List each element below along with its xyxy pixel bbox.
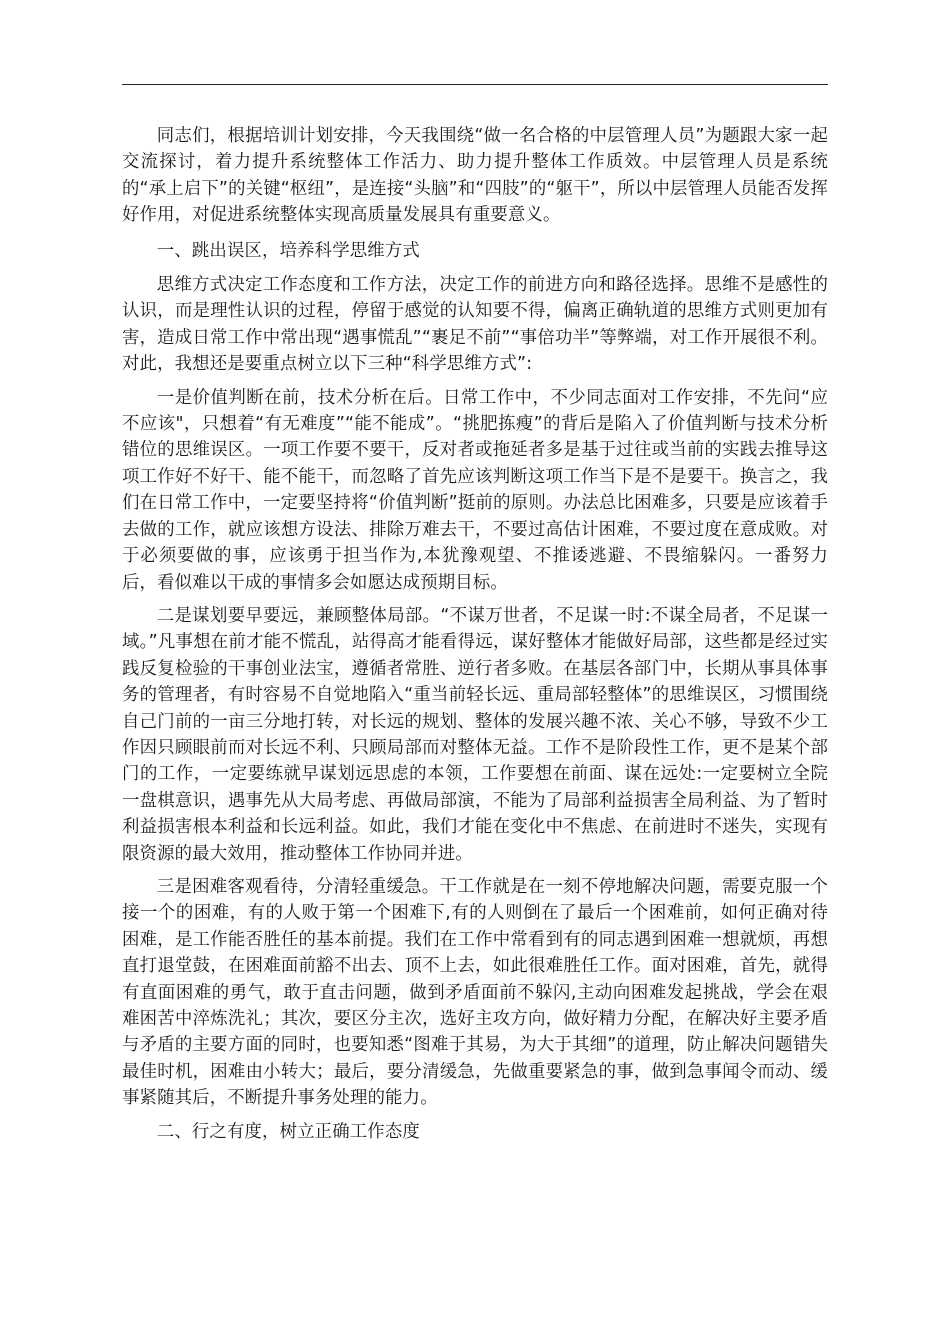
- point-2-paragraph: 二是谋划要早要远，兼顾整体局部。“不谋万世者，不足谋一时:不谋全局者，不足谋一域。”凡事想在前才能不慌乱，站得高才能看得远，谋好整体才能做好局部，这些都是经过实践反复检验的干事创业法宝，遵循者常胜、逆行者多败。在基层各部门中，长期从事具体事务的管理者，有时容易不自觉地陷入“重当前轻长远、重局部轻整体”的思维误区，习惯围绕自己门前的一亩三分地打转，对长远的规划、整体的发展兴趣不浓、关心不够，导致不少工作因只顾眼前而对长远不利、只顾局部而对整体无益。工作不是阶段性工作，更不是某个部门的工作，一定要练就早谋划远思虑的本领，工作要想在前面、谋在远处:一定要树立全院一盘棋意识，遇事先从大局考虑、再做局部演，不能为了局部利益损害全局利益、为了暂时利益损害根本利益和长远利益。如此，我们才能在变化中不焦虑、在前进时不迷失，实现有限资源的最大效用，推动整体工作协同并进。: [122, 605, 828, 864]
- point-1-paragraph: 一是价值判断在前，技术分析在后。日常工作中，不少同志面对工作安排，不先问“应不应该"，只想着“有无难度”“能不能成”。“挑肥拣瘦”的背后是陷入了价值判断与技术分析错位的思维误区。一项工作要不要干，反对者或拖延者多是基于过往或当前的实践去推导这项工作好不好干、能不能干，而忽略了首先应该判断这项工作当下是不是要干。换言之，我们在日常工作中，一定要坚持将“价值判断”挺前的原则。办法总比困难多，只要是应该着手去做的工作，就应该想方设法、排除万难去干，不要过高估计困难，不要过度在意成败。对于必须要做的事，应该勇于担当作为,本犹豫观望、不推诿逃避、不畏缩躲闪。一番努力后，看似难以干成的事情多会如愿达成预期目标。: [122, 387, 828, 593]
- intro-paragraph: 同志们，根据培训计划安排，今天我围绕“做一名合格的中层管理人员”为题跟大家一起交流探讨，着力提升系统整体工作活力、助力提升整体工作质效。中层管理人员是系统的“承上启下”的关键“枢纽”，是连接“头脑”和“四肢”的“躯干”，所以中层管理人员能否发挥好作用，对促进系统整体实现高质量发展具有重要意义。: [122, 126, 828, 226]
- header-rule: [122, 84, 828, 85]
- section-heading-1: 一、跳出误区，培养科学思维方式: [156, 240, 420, 261]
- point-3-paragraph: 三是困难客观看待，分清轻重缓急。干工作就是在一刻不停地解决问题，需要克服一个接一个的困难，有的人败于第一个困难下,有的人则倒在了最后一个困难前，如何正确对待困难，是工作能否胜任的基本前提。我们在工作中常看到有的同志遇到困难一想就烦，再想直打退堂鼓，在困难面前豁不出去、顶不上去，如此很难胜任工作。面对困难，首先，就得有直面困难的勇气，敢于直击问题，做到矛盾面前不躲闪,主动向困难发起挑战，学会在艰难困苦中淬炼洗礼；其次，要区分主次，选好主攻方向，做好精力分配，在解决好主要矛盾与矛盾的主要方面的同时，也要知悉“图难于其易，为大于其细”的道理，防止解决问题错失最佳时机，困难由小转大；最后，要分清缓急，先做重要紧急的事，做到急事闻令而动、缓事紧随其后，不断提升事务处理的能力。: [122, 876, 828, 1109]
- document-body: [122, 123, 828, 1152]
- section1-intro-paragraph: 思维方式决定工作态度和工作方法，决定工作的前进方向和路径选择。思维不是感性的认识，而是理性认识的过程，停留于感觉的认知要不得，偏离正确轨道的思维方式则更加有害，造成日常工作中常出现“遇事慌乱”“裹足不前”“事倍功半”等弊端，对工作开展很不利。对此，我想还是要重点树立以下三种“科学思维方式”:: [122, 275, 828, 375]
- section-heading-2: 二、行之有度，树立正确工作态度: [156, 1121, 420, 1142]
